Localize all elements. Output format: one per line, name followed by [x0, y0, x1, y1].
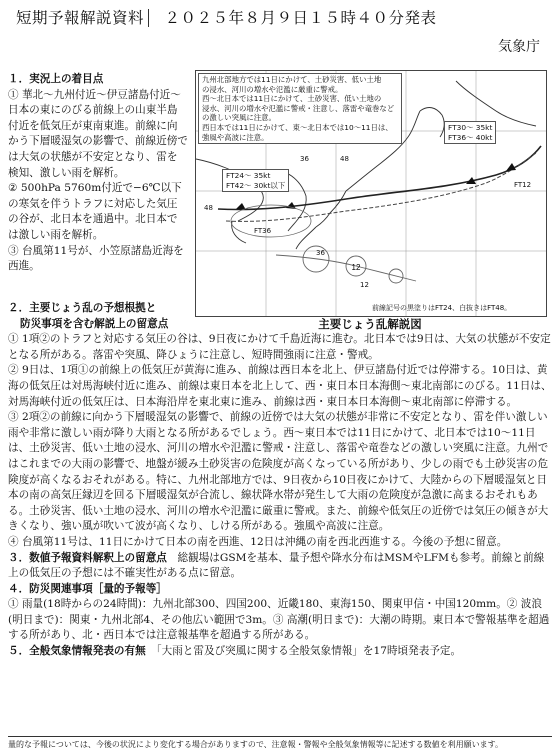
map-warning-box: [198, 73, 402, 144]
warning-line: の激しい突風に注意。: [202, 113, 276, 123]
section-2-item-4: ④ 台風第11号は、11日にかけて日本の南を西進、12日は沖縄の南を西北西進する。今後の予想に留意。: [8, 535, 508, 548]
section-2-item-3: ③ 2項②の前線に向かう下層暖湿気の影響で、前線の近傍では大気の状態が非常に不安定となり、雷を伴い激しい雨や非常に激しい雨が降り大雨となる所があるでしょう。西～東日本では11日にかけて、北日本では10～11日は、土砂災害、低い土地の浸水、河川の増水や氾濫に警戒・注意し、落雷や竜巻などの激しい突風に注意。九州ではこれまでの大雨の影響で、地盤が緩み土砂災害の危険度が高くなっている所があり、少しの雨でも土砂災害の危険度が高くなるおそれがある。特に、九州北部地方では、9日夜から10日夜にかけて、大陸からの下層暖湿気と日本の南の高気圧縁辺を回る下層暖湿気が合流し、線状降水帯が発生して大雨の危険度が急激に高まるおそれもある。土砂災害、低い土地の浸水、河川の増水や氾濫に厳重に警戒。また、前線や低気圧の近傍では気圧の傾きが大きくなり、強い風が吹いて波が高くなり、しける所がある。強風や高波に注意。: [8, 411, 549, 533]
ft-wind-left-box: [222, 169, 289, 192]
section-3: [8, 551, 552, 582]
warning-line: 九州北部地方では11日にかけて、土砂災害、低い土地: [202, 75, 382, 84]
section-1-item-1: ① 華北～九州付近～伊豆諸島付近～日本の東にのびる前線上の山東半島付近を低気圧が東南東進。前線に向かう下層暖湿気の影響で、前線近傍では大気の状態が不安定となり、雷を検知、激しい雨を解析。: [8, 88, 188, 179]
ft12-label: FT12: [514, 181, 532, 189]
typhoon-marker-12: 12: [351, 263, 361, 272]
warning-line: 西日本では11日にかけて、東～北日本では10～11日は、: [202, 122, 393, 132]
issuing-office: 気象庁: [498, 39, 540, 55]
map-label: 48: [204, 204, 213, 212]
section-5-heading: ５．全般気象情報発表の有無: [8, 645, 146, 658]
section-3-heading: ３．数値予報資料解釈上の留意点: [8, 551, 167, 564]
map-label: 36: [316, 249, 325, 257]
document-title: 短期予報解説資料: [16, 9, 149, 27]
ft36-label: FT36: [254, 227, 272, 235]
map-legend-note: 前線記号の黒塗りはFT24、白抜きはFT48。: [372, 304, 512, 312]
ft-wind-label: FT30～ 35kt: [448, 123, 493, 132]
section-5: [8, 644, 552, 660]
ft-wind-label: FT42～ 30kt以下: [226, 180, 286, 190]
section-2-heading: ２．主要じょう乱の予想根拠と: [8, 302, 157, 314]
main-body: [8, 301, 552, 660]
header: [8, 6, 548, 64]
map-label: 36: [300, 155, 309, 163]
section-1: [8, 72, 188, 275]
section-2-item-2: ② 9日は、1項①の前線上の低気圧が黄海に進み、前線は西日本を北上、伊豆諸島付近では停滞する。10日は、黄海の低気圧は対馬海峡付近に進み、前線は東日本を北上して、西・東日本日本海側～東北南部にのびる。11日は、対馬海峡付近の低気圧は、日本海沿岸を東北東に進み、前線は西・東日本日本海側～東北南部に停滞する。: [8, 364, 552, 408]
warning-line: の浸水、河川の増水や氾濫に厳重に警戒。: [202, 84, 343, 94]
section-1-item-3: ③ 台風第11号が、小笠原諸島近海を西進。: [8, 244, 184, 273]
warning-line: 西～北日本では11日にかけて、土砂災害、低い土地の: [202, 94, 382, 104]
map-caption: 主要じょう乱解説図: [318, 317, 422, 331]
map-label: 12: [360, 281, 369, 289]
section-2-heading-line2: 防災事項を含む解説上の留意点: [20, 317, 169, 330]
warning-line: 強風や高波に注意。: [202, 132, 269, 142]
section-5-text: 「大雨と雷及び突風に関する全般気象情報」を17時頃発表予定。: [156, 645, 462, 658]
issue-datetime: ２０２５年８月９日１５時４０分発表: [164, 9, 437, 27]
map-label: 48: [340, 155, 349, 163]
section-4-heading: ４．防災関連事項［量的予報等］: [8, 582, 167, 595]
warning-line: 浸水、河川の増水や氾濫に警戒・注意し、落雷や竜巻など: [202, 103, 395, 113]
header-title-line: [16, 6, 436, 28]
ft-wind-label: FT24～ 35kt: [226, 171, 271, 180]
ft-wind-right-box: [444, 121, 496, 144]
section-4-text: ① 雨量(18時からの24時間)：九州北部300、四国200、近畿180、東海150、関東甲信・中国120mm。② 波浪(明日まで)：関東・九州北部4、その他広い範囲で3m。③ 高潮(明日まで)：大潮の時期。東日本で警報基準を超過する所があり、北・西日本では注意報基準を超過する所がある。: [8, 598, 550, 642]
footnote: 量的な予報については、今後の状況により変化する場合がありますので、注意報・警報や全般気象情報等に記述する数値を利用願います。: [8, 736, 552, 750]
section-3-text: 総観場はGSMを基本、量予想や降水分布はMSMやLFMも参考。前線と前線上の低気圧の予想には不確実性がある点に留意。: [8, 551, 545, 580]
disturbance-map: [195, 70, 547, 317]
ft-wind-label: FT36～ 40kt: [448, 132, 493, 142]
section-2-item-1: ① 1項②のトラフと対応する気圧の谷は、9日夜にかけて千島近海に進む。北日本では9日は、大気の状態が不安定となる所がある。落雷や突風、降ひょうに注意し、短時間強雨に注意・警戒。: [8, 333, 551, 361]
section-1-heading: １．実況上の着目点: [8, 73, 104, 85]
section-1-item-2: ② 500hPa 5760m付近で−6℃以下の寒気を伴うトラフに対応した気圧の谷が、北日本を通過中。北日本では激しい雨を解析。: [8, 182, 182, 241]
